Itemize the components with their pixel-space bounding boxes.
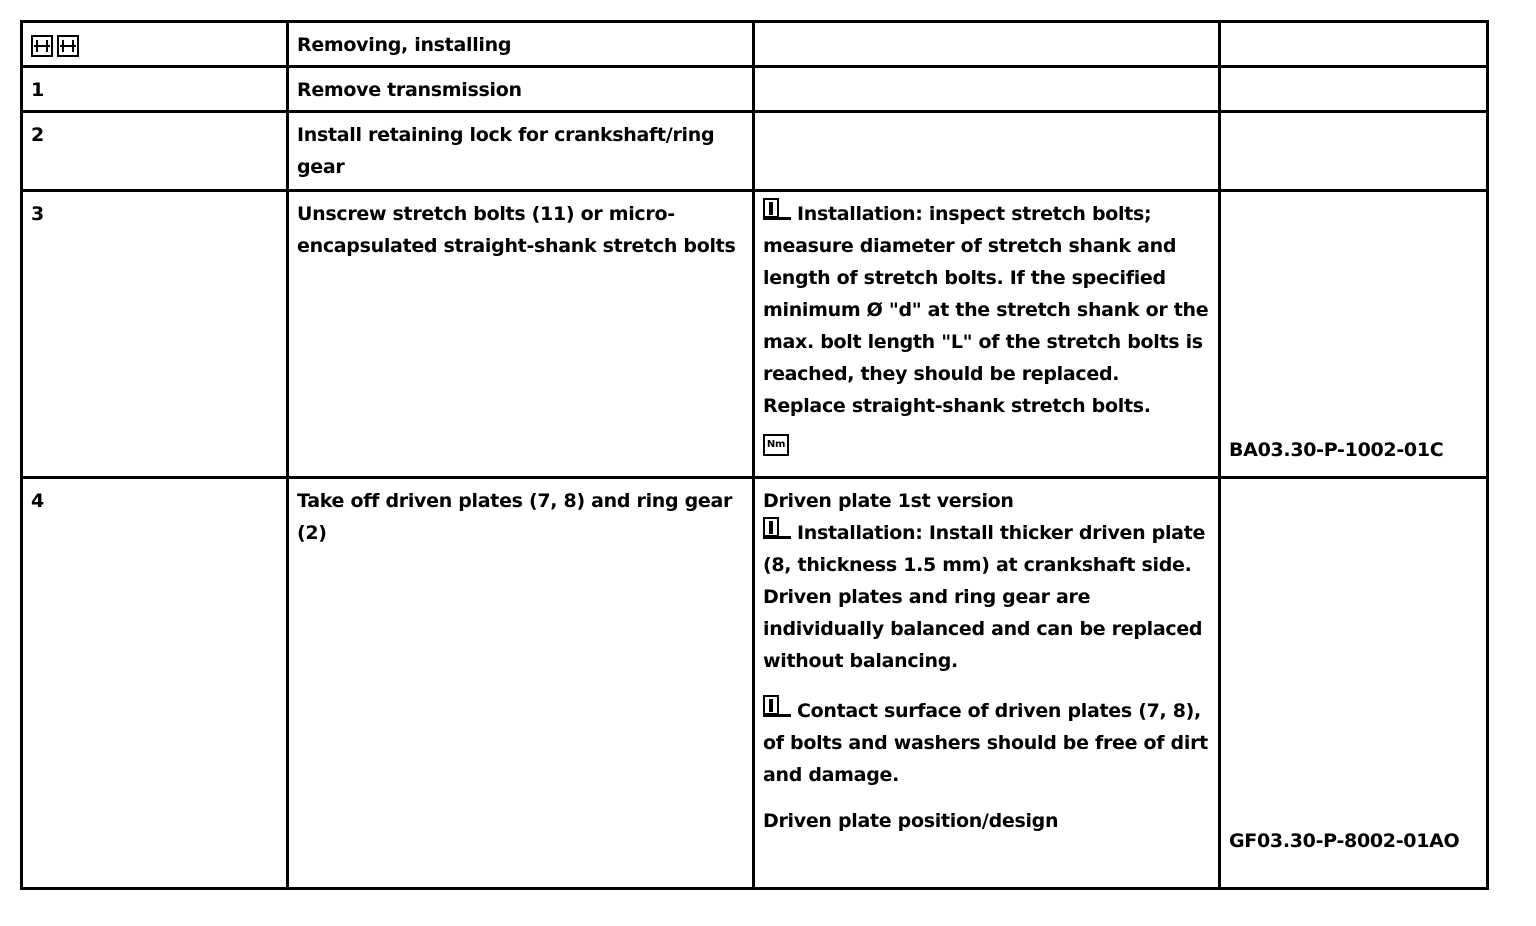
info-icon [763,695,791,717]
step-notes [754,112,1220,191]
info-icon [763,198,791,220]
step-reference [1220,191,1488,478]
removal-icon [31,35,53,57]
step-reference [1220,112,1488,191]
step-notes [754,67,1220,112]
table-header-row [22,22,1488,67]
procedure-table [20,20,1489,890]
step-reference [1220,478,1488,889]
note-installation: Installation: Install thicker driven plate (8, thickness 1.5 mm) at crankshaft side. Driven plates and ring gear are individually balanced and can be replaced without balancing. [763,517,1210,677]
step-action: Install retaining lock for crankshaft/ring gear [288,112,754,191]
step-number: 4 [22,478,288,889]
table-row [22,67,1488,112]
note-version: Driven plate 1st version [763,490,1014,512]
note-position-design: Driven plate position/design [763,810,1059,832]
note-contact-surface: Contact surface of driven plates (7, 8), of bolts and washers should be free of dirt and damage. [763,695,1210,791]
table-row [22,112,1488,191]
step-number: 2 [22,112,288,191]
header-icons-cell [22,22,288,67]
header-ref-cell [1220,22,1488,67]
torque-icon[interactable]: Nm [763,434,789,456]
note-installation: Installation: inspect stretch bolts; measure diameter of stretch shank and length of stretch bolts. If the specified minimum Ø "d" at the stretch shank or the max. bolt length "L" of the stretch bolts is reached, they should be replaced. [763,198,1210,390]
info-icon [763,517,791,539]
table-row [22,478,1488,889]
step-notes [754,191,1220,478]
reference-link[interactable]: BA03.30-P-1002-01C [1229,439,1444,461]
header-notes-cell [754,22,1220,67]
reference-link[interactable]: GF03.30-P-8002-01AO [1229,830,1460,852]
installation-icon [57,35,79,57]
step-number: 1 [22,67,288,112]
step-action: Remove transmission [288,67,754,112]
note-replace: Replace straight-shank stretch bolts. [763,395,1151,417]
torque-row [763,428,1210,460]
step-action: Unscrew stretch bolts (11) or micro-encapsulated straight-shank stretch bolts [288,191,754,478]
step-notes [754,478,1220,889]
step-number: 3 [22,191,288,478]
procedure-sheet [20,20,1486,904]
step-action: Take off driven plates (7, 8) and ring gear (2) [288,478,754,889]
table-row [22,191,1488,478]
step-reference [1220,67,1488,112]
header-title: Removing, installing [288,22,754,67]
